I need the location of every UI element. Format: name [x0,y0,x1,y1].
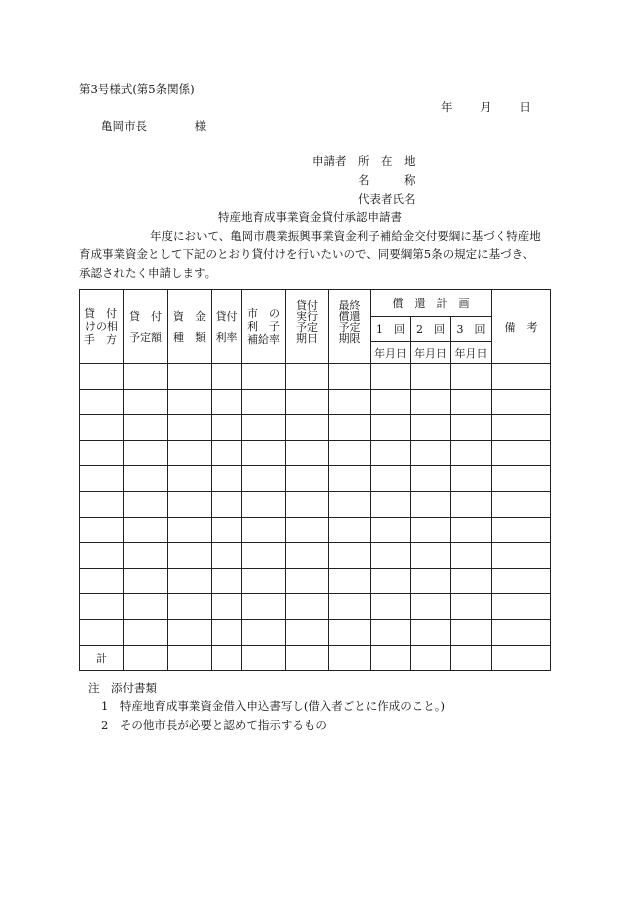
table-cell[interactable] [451,491,492,517]
table-cell[interactable] [168,619,212,645]
table-cell[interactable] [124,440,168,466]
table-cell[interactable] [168,364,212,390]
header-city-subsidy-line: 市 の [247,307,280,320]
addressee [101,120,206,134]
table-cell[interactable] [80,466,124,492]
table-cell[interactable] [411,491,451,517]
loan-plan-table [79,289,551,671]
table-cell[interactable] [492,568,551,594]
table-cell[interactable] [242,568,286,594]
header-ymd-3: 年月日 [451,342,492,364]
table-cell[interactable] [492,440,551,466]
table-cell[interactable] [329,568,371,594]
table-cell[interactable] [492,466,551,492]
table-cell[interactable] [451,415,492,441]
table-cell[interactable] [286,415,329,441]
table-cell[interactable] [371,594,411,620]
table-cell[interactable] [242,440,286,466]
table-cell[interactable] [212,491,242,517]
table-cell[interactable] [80,568,124,594]
table-cell[interactable] [492,619,551,645]
table-cell[interactable] [492,517,551,543]
table-cell[interactable] [242,594,286,620]
table-cell[interactable] [242,517,286,543]
table-cell[interactable] [451,517,492,543]
header-amount [124,290,168,364]
table-cell[interactable] [371,517,411,543]
body-line-2: 育成事業資金として下記のとおり貸付けを行いたいので、同要綱第5条の規定に基づき、 [79,247,535,261]
table-cell[interactable] [451,389,492,415]
table-cell[interactable] [286,517,329,543]
total-cell[interactable] [411,645,451,670]
table-cell[interactable] [168,491,212,517]
table-cell[interactable] [286,543,329,569]
header-remarks: 備 考 [492,290,551,364]
table-cell[interactable] [168,594,212,620]
table-cell[interactable] [168,389,212,415]
table-cell[interactable] [451,543,492,569]
table-cell[interactable] [168,440,212,466]
table-cell[interactable] [242,415,286,441]
total-cell[interactable] [371,645,411,670]
table-cell[interactable] [451,466,492,492]
table-cell[interactable] [124,619,168,645]
header-exec-date-line: 予定 [296,321,318,334]
table-row [80,466,551,492]
table-row [80,517,551,543]
table-cell[interactable] [80,594,124,620]
table-cell[interactable] [212,619,242,645]
table-cell[interactable] [329,619,371,645]
header-city-subsidy-line: 利 子 [247,320,280,333]
header-amount-line: 貸 付 [129,309,162,323]
table-row [80,619,551,645]
table-cell[interactable] [212,466,242,492]
table-cell[interactable] [371,568,411,594]
total-label: 計 [80,645,124,670]
table-cell[interactable] [411,543,451,569]
table-cell[interactable] [80,619,124,645]
header-repayment-plan: 償 還 計 画 [371,290,492,317]
table-cell[interactable] [492,543,551,569]
applicant-address-label: 所 在 地 [358,154,416,168]
header-fund-type-line: 種 類 [173,330,206,344]
document-title: 特産地育成事業資金貸付承認申請書 [218,210,402,224]
header-final-deadline-line: 予定 [338,321,361,334]
table-cell[interactable] [371,491,411,517]
note-item-2: 2 その他市長が必要と認めて指示するもの [101,718,327,732]
table-cell[interactable] [168,415,212,441]
table-cell[interactable] [411,594,451,620]
table-cell[interactable] [286,389,329,415]
table-cell[interactable] [124,568,168,594]
table-cell[interactable] [329,415,371,441]
date-day: 日 [519,100,531,114]
header-loan-rate-line: 貸付 [215,309,238,323]
header-ymd-1: 年月日 [371,342,411,364]
table-cell[interactable] [411,440,451,466]
form-number: 第3号様式(第5条関係) [79,82,195,96]
header-city-subsidy-line: 補給率 [247,333,280,346]
table-cell[interactable] [371,364,411,390]
table-cell[interactable] [212,594,242,620]
table-cell[interactable] [80,415,124,441]
total-cell[interactable] [124,645,168,670]
table-cell[interactable] [242,543,286,569]
table-row [80,415,551,441]
table-cell[interactable] [242,364,286,390]
table-cell[interactable] [329,517,371,543]
table-cell[interactable] [212,364,242,390]
table-cell[interactable] [371,440,411,466]
table-cell[interactable] [124,415,168,441]
table-cell[interactable] [242,389,286,415]
header-installment-1: 1 回 [371,317,411,342]
table-cell[interactable] [212,543,242,569]
header-loan-rate-line: 利率 [215,330,238,344]
table-cell[interactable] [124,517,168,543]
table-cell[interactable] [168,517,212,543]
header-final-deadline [329,290,371,364]
table-cell[interactable] [371,466,411,492]
note-item-1: 1 特産地育成事業資金借入申込書写し(借入者ごとに作成のこと。) [101,699,446,713]
table-cell[interactable] [492,491,551,517]
table-row [80,594,551,620]
total-cell[interactable] [329,645,371,670]
table-cell[interactable] [168,568,212,594]
applicant-label: 申請者 [312,154,347,168]
addressee-name: 亀岡市長 [101,119,147,133]
table-cell[interactable] [286,594,329,620]
table-cell[interactable] [80,491,124,517]
date-month: 月 [480,100,492,114]
header-lender-line: 手 方 [84,333,117,346]
table-cell[interactable] [168,543,212,569]
total-cell[interactable] [492,645,551,670]
table-cell[interactable] [411,568,451,594]
table-row [80,568,551,594]
table-cell[interactable] [371,619,411,645]
header-fund-type [168,290,212,364]
date-year: 年 [441,100,453,114]
table-cell[interactable] [329,364,371,390]
table-cell[interactable] [242,619,286,645]
header-installment-3: 3 回 [451,317,492,342]
table-cell[interactable] [411,619,451,645]
table-cell[interactable] [124,491,168,517]
date-line [441,101,531,115]
table-cell[interactable] [329,466,371,492]
notes-heading: 注 添付書類 [88,681,157,695]
table-cell[interactable] [371,389,411,415]
total-cell[interactable] [242,645,286,670]
body-line-1: 年度において、亀岡市農業振興事業資金利子補給金交付要綱に基づく特産地 [150,229,541,243]
header-final-deadline-line: 償還 [338,310,361,323]
header-exec-date-line: 実行 [296,310,318,323]
table-cell[interactable] [451,619,492,645]
table-cell[interactable] [286,466,329,492]
table-cell[interactable] [411,517,451,543]
table-cell[interactable] [212,517,242,543]
table-cell[interactable] [411,389,451,415]
header-loan-rate [212,290,242,364]
table-cell[interactable] [329,491,371,517]
table-cell[interactable] [329,389,371,415]
table-cell[interactable] [492,594,551,620]
body-line-3: 承認されたく申請します。 [79,266,217,280]
header-city-subsidy [242,290,286,364]
table-cell[interactable] [212,440,242,466]
table-cell[interactable] [286,491,329,517]
table-cell[interactable] [329,440,371,466]
table-cell[interactable] [411,415,451,441]
table-cell[interactable] [80,389,124,415]
total-cell[interactable] [286,645,329,670]
table-cell[interactable] [124,543,168,569]
table-cell[interactable] [451,440,492,466]
table-cell[interactable] [242,491,286,517]
table-row [80,543,551,569]
table-row [80,364,551,390]
total-cell[interactable] [168,645,212,670]
table-cell[interactable] [286,440,329,466]
table-cell[interactable] [212,568,242,594]
table-cell[interactable] [286,568,329,594]
header-ymd-2: 年月日 [411,342,451,364]
table-cell[interactable] [371,543,411,569]
table-cell[interactable] [212,415,242,441]
table-row [80,440,551,466]
table-cell[interactable] [329,594,371,620]
table-cell[interactable] [492,415,551,441]
table-row [80,491,551,517]
header-installment-2: 2 回 [411,317,451,342]
header-fund-type-line: 資 金 [173,309,206,323]
table-cell[interactable] [124,594,168,620]
table-cell[interactable] [451,364,492,390]
table-cell[interactable] [371,415,411,441]
table-cell[interactable] [286,364,329,390]
table-cell[interactable] [80,364,124,390]
header-lender-line: けの相 [85,320,118,333]
header-exec-date-line: 期日 [296,332,318,345]
table-cell[interactable] [124,364,168,390]
applicant-representative-label: 代表者氏名 [358,192,416,206]
table-cell[interactable] [492,364,551,390]
table-cell[interactable] [80,543,124,569]
header-exec-date [286,290,329,364]
table-cell[interactable] [124,389,168,415]
table-cell[interactable] [411,466,451,492]
table-cell[interactable] [451,594,492,620]
applicant-name-label: 名 称 [358,173,416,187]
table-cell[interactable] [329,543,371,569]
table-cell[interactable] [80,517,124,543]
header-final-deadline-line: 最終 [338,299,361,312]
table-body [80,364,551,646]
table-cell[interactable] [286,619,329,645]
table-cell[interactable] [411,364,451,390]
total-row [80,645,551,670]
total-cell[interactable] [451,645,492,670]
table-cell[interactable] [80,440,124,466]
addressee-honorific: 様 [194,119,207,133]
table-cell[interactable] [168,466,212,492]
table-cell[interactable] [242,466,286,492]
header-amount-line: 予定額 [129,330,162,344]
header-lender [80,290,124,364]
table-cell[interactable] [212,389,242,415]
table-cell[interactable] [492,389,551,415]
table-cell[interactable] [124,466,168,492]
table-cell[interactable] [451,568,492,594]
total-cell[interactable] [212,645,242,670]
header-lender-line: 貸 付 [84,307,117,320]
header-exec-date-line: 貸付 [296,299,318,312]
table-row [80,389,551,415]
header-final-deadline-line: 期限 [338,332,361,345]
